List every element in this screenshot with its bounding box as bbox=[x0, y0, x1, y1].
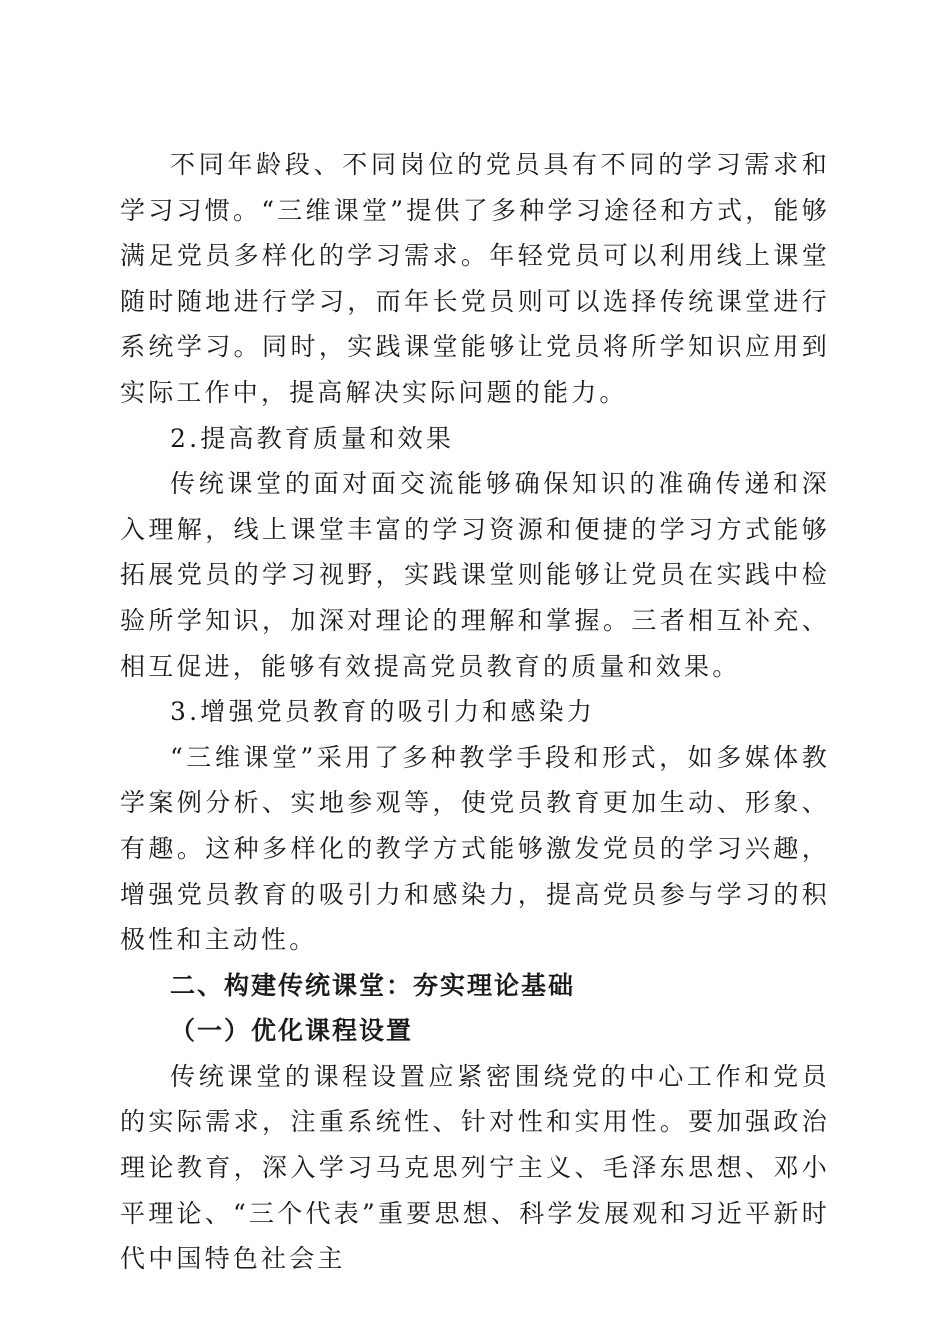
body-paragraph: 传统课堂的课程设置应紧密围绕党的中心工作和党员的实际需求，注重系统性、针对性和实用性。要加强政治理论教育，深入学习马克思列宁主义、毛泽东思想、邓小平理论、“三个代表”重要思想、科学发展观和习近平新时代中国特色社会主 bbox=[120, 1061, 830, 1274]
body-paragraph: 传统课堂的面对面交流能够确保知识的准确传递和深入理解，线上课堂丰富的学习资源和便捷的学习方式能够拓展党员的学习视野，实践课堂则能够让党员在实践中检验所学知识，加深对理论的理解和掌握。三者相互补充、相互促进，能够有效提高党员教育的质量和效果。 bbox=[120, 469, 830, 681]
item-heading: 3.增强党员教育的吸引力和感染力 bbox=[170, 697, 596, 727]
body-paragraph: “三维课堂”采用了多种教学手段和形式，如多媒体教学案例分析、实地参观等，使党员教育更加生动、形象、有趣。这种多样化的教学方式能够激发党员的学习兴趣，增强党员教育的吸引力和感染力，提高党员参与学习的积极性和主动性。 bbox=[120, 742, 830, 955]
item-heading: 2.提高教育质量和效果 bbox=[170, 423, 455, 453]
document-body bbox=[120, 142, 830, 1282]
subsection-title: （一）优化课程设置 bbox=[170, 1016, 414, 1046]
section-title: 二、构建传统课堂：夯实理论基础 bbox=[170, 970, 576, 1000]
body-paragraph: 不同年龄段、不同岗位的党员具有不同的学习需求和学习习惯。“三维课堂”提供了多种学习途径和方式，能够满足党员多样化的学习需求。年轻党员可以利用线上课堂随时随地进行学习，而年长党员则可以选择传统课堂进行系统学习。同时，实践课堂能够让党员将所学知识应用到实际工作中，提高解决实际问题的能力。 bbox=[120, 150, 830, 407]
